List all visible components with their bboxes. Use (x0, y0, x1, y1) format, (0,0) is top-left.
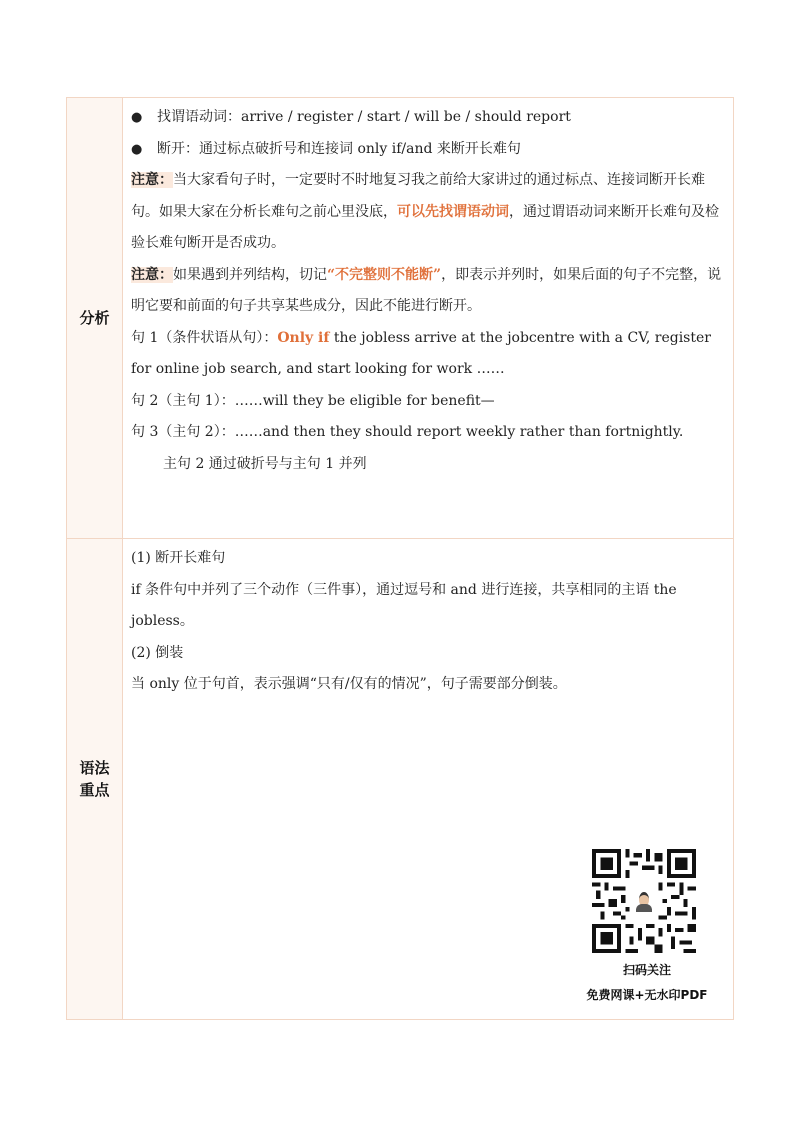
qr-caption-follow: 扫码关注 (622, 963, 671, 977)
note-paragraph-2 (131, 260, 725, 323)
note-highlight: 可以先找谓语动词 (397, 203, 509, 220)
note-text: 如果遇到并列结构，切记 (173, 266, 327, 283)
grammar-item-2-text: 当 only 位于句首，表示强调“只有/仅有的情况”，句子需要部分倒装。 (131, 676, 567, 692)
qr-block (572, 849, 722, 1003)
note-paragraph-1 (131, 165, 725, 260)
note-text: ，即表示并列时，如果后面的句子不完整，说明它要和前面的句子共享某些成分，因此不能进行断开。 (131, 266, 722, 314)
grammar-item-1: (1) 断开长难句 (131, 550, 226, 566)
qr-code-icon[interactable] (592, 849, 696, 953)
sentence-prefix: 句 1（条件状语从句）： (131, 329, 278, 346)
sentence-highlight: Only if (277, 329, 330, 346)
sentence-3: 句 3（主句 2）：……and then they should report weekly rather than fortnightly. (131, 424, 684, 440)
analysis-content (131, 102, 725, 480)
avatar-icon (631, 888, 657, 914)
grammar-content (131, 543, 725, 701)
sentence-2: 句 2（主句 1）：……will they be eligible for benefit— (131, 392, 495, 409)
bullet-find-predicate: ● 找谓语动词：arrive / register / start / will be / should report (131, 102, 725, 134)
notes-table (66, 97, 734, 1020)
note-label: 注意： (131, 172, 173, 188)
analysis-label: 分析 (67, 98, 123, 538)
qr-caption-offer: 免费网课+无水印PDF (586, 988, 708, 1002)
note-text: 当大家看句子时，一定要时不时地复习我之前给大家讲过的通过标点、连接词断开长难句。如果大家在分析长难句之前心里没底， (131, 172, 705, 220)
note-text: ，通过谓语动词来断开长难句及检验长难句断开是否成功。 (131, 203, 719, 251)
sentence-4: 主句 2 通过破折号与主句 1 并列 (163, 455, 367, 472)
grammar-item-2: (2) 倒装 (131, 644, 184, 661)
grammar-row (67, 539, 733, 1019)
note-highlight: “不完整则不能断” (327, 266, 442, 283)
note-label: 注意： (131, 266, 173, 283)
bullet-break-sentence: ● 断开：通过标点破折号和连接词 only if/and 来断开长难句 (131, 134, 725, 166)
grammar-label: 语法 重点 (67, 539, 123, 1019)
analysis-row (67, 98, 733, 539)
grammar-item-1-text: if 条件句中并列了三个动作（三件事），通过逗号和 and 进行连接，共享相同的主语 the jobless。 (131, 581, 677, 629)
sentence-text: the jobless arrive at the jobcentre with a CV, register for online job search, and start looking for work …… (131, 329, 711, 377)
sentence-1 (131, 323, 725, 386)
